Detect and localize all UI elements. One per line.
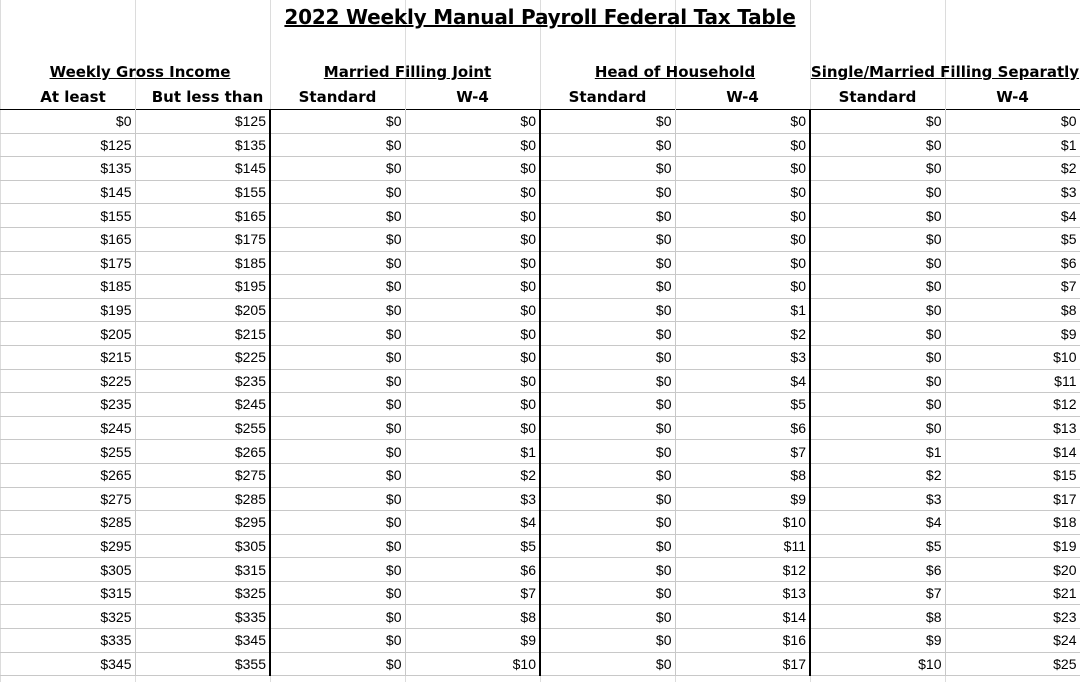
cell-at-least[interactable]: $185 — [0, 275, 135, 299]
cell-single-standard[interactable]: $0 — [810, 251, 945, 275]
cell-single-standard[interactable]: $0 — [810, 133, 945, 157]
cell-mfj-w4[interactable]: $0 — [405, 227, 540, 251]
cell-single-w4[interactable]: $12 — [945, 393, 1080, 417]
table-row — [0, 204, 1080, 228]
cell-single-w4[interactable]: $7 — [945, 275, 1080, 299]
cell-mfj-w4[interactable]: $9 — [405, 629, 540, 653]
cell-at-least[interactable]: $215 — [0, 345, 135, 369]
cell-mfj-standard[interactable]: $0 — [270, 345, 405, 369]
cell-single-standard[interactable]: $0 — [810, 416, 945, 440]
cell-single-standard[interactable]: $9 — [810, 629, 945, 653]
cell-mfj-standard[interactable]: $0 — [270, 511, 405, 535]
cell-but-less-than[interactable]: $315 — [135, 558, 270, 582]
cell-at-least[interactable]: $235 — [0, 393, 135, 417]
cell-at-least[interactable]: $285 — [0, 511, 135, 535]
cell-hoh-w4[interactable]: $11 — [675, 534, 810, 558]
cell-mfj-w4[interactable]: $3 — [405, 487, 540, 511]
cell-hoh-standard[interactable]: $0 — [540, 298, 675, 322]
cell-mfj-standard[interactable]: $0 — [270, 558, 405, 582]
cell-hoh-standard[interactable]: $0 — [540, 204, 675, 228]
cell-hoh-w4[interactable]: $10 — [675, 511, 810, 535]
cell-but-less-than[interactable]: $335 — [135, 605, 270, 629]
cell-hoh-standard[interactable]: $0 — [540, 345, 675, 369]
cell-hoh-w4[interactable]: $0 — [675, 275, 810, 299]
cell-at-least[interactable]: $315 — [0, 581, 135, 605]
cell-but-less-than[interactable]: $265 — [135, 440, 270, 464]
cell-mfj-standard[interactable]: $0 — [270, 393, 405, 417]
cell-hoh-standard[interactable]: $0 — [540, 558, 675, 582]
cell-but-less-than[interactable]: $175 — [135, 227, 270, 251]
cell-mfj-w4[interactable]: $2 — [405, 463, 540, 487]
cell-mfj-standard[interactable]: $0 — [270, 298, 405, 322]
cell-but-less-than[interactable]: $215 — [135, 322, 270, 346]
subheader-row — [0, 85, 1080, 109]
cell-at-least[interactable]: $0 — [0, 110, 135, 134]
header-single-standard: Standard — [838, 88, 917, 106]
group-weekly-gross-income: Weekly Gross Income — [49, 63, 231, 81]
cell-single-w4[interactable]: $0 — [945, 110, 1080, 134]
cell-single-standard[interactable]: $0 — [810, 110, 945, 134]
cell-hoh-standard[interactable]: $0 — [540, 440, 675, 464]
cell-but-less-than[interactable]: $155 — [135, 180, 270, 204]
cell-at-least[interactable]: $225 — [0, 369, 135, 393]
cell-at-least[interactable]: $145 — [0, 180, 135, 204]
cell-hoh-w4[interactable]: $8 — [675, 463, 810, 487]
table-row — [0, 251, 1080, 275]
cell-but-less-than[interactable]: $195 — [135, 275, 270, 299]
cell-hoh-standard[interactable]: $0 — [540, 605, 675, 629]
tax-table — [0, 109, 1080, 676]
cell-hoh-standard[interactable]: $0 — [540, 322, 675, 346]
cell-hoh-standard[interactable]: $0 — [540, 275, 675, 299]
cell-single-w4[interactable]: $14 — [945, 440, 1080, 464]
cell-single-w4[interactable]: $19 — [945, 534, 1080, 558]
cell-mfj-w4[interactable]: $0 — [405, 393, 540, 417]
cell-mfj-standard[interactable]: $0 — [270, 322, 405, 346]
cell-at-least[interactable]: $295 — [0, 534, 135, 558]
cell-mfj-standard[interactable]: $0 — [270, 227, 405, 251]
cell-single-w4[interactable]: $21 — [945, 581, 1080, 605]
cell-mfj-standard[interactable]: $0 — [270, 251, 405, 275]
cell-single-w4[interactable]: $1 — [945, 133, 1080, 157]
cell-single-standard[interactable]: $10 — [810, 652, 945, 676]
header-at-least: At least — [40, 88, 106, 106]
table-row — [0, 180, 1080, 204]
header-but-less-than: But less than — [151, 88, 264, 106]
group-header-row — [0, 60, 1080, 84]
cell-at-least[interactable]: $205 — [0, 322, 135, 346]
cell-single-standard[interactable]: $0 — [810, 345, 945, 369]
cell-mfj-w4[interactable]: $0 — [405, 180, 540, 204]
cell-but-less-than[interactable]: $275 — [135, 463, 270, 487]
cell-single-standard[interactable]: $4 — [810, 511, 945, 535]
table-row — [0, 133, 1080, 157]
cell-mfj-w4[interactable]: $4 — [405, 511, 540, 535]
cell-but-less-than[interactable]: $205 — [135, 298, 270, 322]
cell-mfj-w4[interactable]: $0 — [405, 369, 540, 393]
cell-mfj-w4[interactable]: $8 — [405, 605, 540, 629]
cell-single-standard[interactable]: $0 — [810, 393, 945, 417]
cell-but-less-than[interactable]: $285 — [135, 487, 270, 511]
cell-hoh-standard[interactable]: $0 — [540, 251, 675, 275]
cell-mfj-standard[interactable]: $0 — [270, 487, 405, 511]
cell-single-standard[interactable]: $2 — [810, 463, 945, 487]
cell-mfj-w4[interactable]: $0 — [405, 298, 540, 322]
table-row — [0, 275, 1080, 299]
header-mfj-w4: W-4 — [456, 88, 489, 106]
cell-single-w4[interactable]: $6 — [945, 251, 1080, 275]
cell-mfj-standard[interactable]: $0 — [270, 581, 405, 605]
cell-single-standard[interactable]: $0 — [810, 322, 945, 346]
cell-hoh-standard[interactable]: $0 — [540, 487, 675, 511]
table-row — [0, 629, 1080, 653]
cell-hoh-standard[interactable]: $0 — [540, 416, 675, 440]
cell-mfj-standard[interactable]: $0 — [270, 180, 405, 204]
cell-single-w4[interactable]: $4 — [945, 204, 1080, 228]
cell-single-w4[interactable]: $20 — [945, 558, 1080, 582]
table-row — [0, 345, 1080, 369]
cell-but-less-than[interactable]: $145 — [135, 157, 270, 181]
table-row — [0, 605, 1080, 629]
cell-single-standard[interactable]: $0 — [810, 204, 945, 228]
cell-mfj-standard[interactable]: $0 — [270, 629, 405, 653]
cell-hoh-w4[interactable]: $0 — [675, 110, 810, 134]
cell-hoh-standard[interactable]: $0 — [540, 393, 675, 417]
cell-mfj-standard[interactable]: $0 — [270, 157, 405, 181]
table-row — [0, 157, 1080, 181]
cell-single-w4[interactable]: $13 — [945, 416, 1080, 440]
cell-hoh-standard[interactable]: $0 — [540, 133, 675, 157]
header-single-w4: W-4 — [996, 88, 1029, 106]
cell-mfj-standard[interactable]: $0 — [270, 369, 405, 393]
cell-hoh-standard[interactable]: $0 — [540, 581, 675, 605]
cell-single-w4[interactable]: $15 — [945, 463, 1080, 487]
table-row — [0, 534, 1080, 558]
cell-hoh-standard[interactable]: $0 — [540, 110, 675, 134]
cell-but-less-than[interactable]: $185 — [135, 251, 270, 275]
cell-at-least[interactable]: $195 — [0, 298, 135, 322]
table-row — [0, 110, 1080, 134]
cell-hoh-w4[interactable]: $9 — [675, 487, 810, 511]
cell-mfj-w4[interactable]: $0 — [405, 416, 540, 440]
cell-hoh-w4[interactable]: $0 — [675, 157, 810, 181]
table-row — [0, 487, 1080, 511]
cell-hoh-standard[interactable]: $0 — [540, 157, 675, 181]
table-row — [0, 393, 1080, 417]
cell-single-w4[interactable]: $8 — [945, 298, 1080, 322]
cell-at-least[interactable]: $265 — [0, 463, 135, 487]
cell-mfj-standard[interactable]: $0 — [270, 463, 405, 487]
table-row — [0, 227, 1080, 251]
cell-single-w4[interactable]: $18 — [945, 511, 1080, 535]
cell-mfj-standard[interactable]: $0 — [270, 652, 405, 676]
cell-at-least[interactable]: $175 — [0, 251, 135, 275]
cell-single-standard[interactable]: $3 — [810, 487, 945, 511]
cell-but-less-than[interactable]: $325 — [135, 581, 270, 605]
cell-at-least[interactable]: $135 — [0, 157, 135, 181]
cell-single-w4[interactable]: $5 — [945, 227, 1080, 251]
cell-hoh-w4[interactable]: $0 — [675, 227, 810, 251]
cell-single-w4[interactable]: $24 — [945, 629, 1080, 653]
table-row — [0, 463, 1080, 487]
cell-hoh-w4[interactable]: $2 — [675, 322, 810, 346]
cell-mfj-standard[interactable]: $0 — [270, 110, 405, 134]
cell-single-standard[interactable]: $7 — [810, 581, 945, 605]
cell-single-w4[interactable]: $11 — [945, 369, 1080, 393]
cell-at-least[interactable]: $165 — [0, 227, 135, 251]
cell-hoh-standard[interactable]: $0 — [540, 534, 675, 558]
cell-mfj-w4[interactable]: $5 — [405, 534, 540, 558]
cell-single-standard[interactable]: $0 — [810, 227, 945, 251]
cell-hoh-w4[interactable]: $16 — [675, 629, 810, 653]
table-row — [0, 440, 1080, 464]
cell-at-least[interactable]: $275 — [0, 487, 135, 511]
table-row — [0, 558, 1080, 582]
cell-hoh-w4[interactable]: $1 — [675, 298, 810, 322]
cell-mfj-w4[interactable]: $6 — [405, 558, 540, 582]
cell-hoh-w4[interactable]: $17 — [675, 652, 810, 676]
cell-mfj-w4[interactable]: $1 — [405, 440, 540, 464]
cell-mfj-w4[interactable]: $0 — [405, 157, 540, 181]
cell-hoh-w4[interactable]: $6 — [675, 416, 810, 440]
table-row — [0, 581, 1080, 605]
cell-mfj-w4[interactable]: $7 — [405, 581, 540, 605]
cell-single-standard[interactable]: $6 — [810, 558, 945, 582]
cell-mfj-standard[interactable]: $0 — [270, 275, 405, 299]
cell-hoh-w4[interactable]: $5 — [675, 393, 810, 417]
cell-at-least[interactable]: $245 — [0, 416, 135, 440]
cell-single-standard[interactable]: $1 — [810, 440, 945, 464]
table-row — [0, 511, 1080, 535]
group-married-filling-joint: Married Filling Joint — [323, 63, 492, 81]
cell-mfj-w4[interactable]: $0 — [405, 110, 540, 134]
cell-mfj-standard[interactable]: $0 — [270, 204, 405, 228]
cell-hoh-w4[interactable]: $12 — [675, 558, 810, 582]
cell-but-less-than[interactable]: $135 — [135, 133, 270, 157]
cell-hoh-w4[interactable]: $0 — [675, 133, 810, 157]
cell-single-standard[interactable]: $0 — [810, 180, 945, 204]
cell-mfj-w4[interactable]: $0 — [405, 133, 540, 157]
cell-mfj-standard[interactable]: $0 — [270, 440, 405, 464]
cell-single-standard[interactable]: $8 — [810, 605, 945, 629]
cell-hoh-w4[interactable]: $3 — [675, 345, 810, 369]
cell-hoh-standard[interactable]: $0 — [540, 227, 675, 251]
cell-at-least[interactable]: $125 — [0, 133, 135, 157]
cell-mfj-standard[interactable]: $0 — [270, 605, 405, 629]
group-head-of-household: Head of Household — [594, 63, 756, 81]
cell-hoh-w4[interactable]: $4 — [675, 369, 810, 393]
cell-but-less-than[interactable]: $355 — [135, 652, 270, 676]
cell-mfj-w4[interactable]: $0 — [405, 251, 540, 275]
cell-but-less-than[interactable]: $225 — [135, 345, 270, 369]
cell-mfj-w4[interactable]: $0 — [405, 322, 540, 346]
cell-hoh-w4[interactable]: $0 — [675, 180, 810, 204]
cell-single-w4[interactable]: $10 — [945, 345, 1080, 369]
cell-at-least[interactable]: $155 — [0, 204, 135, 228]
cell-hoh-standard[interactable]: $0 — [540, 369, 675, 393]
cell-at-least[interactable]: $305 — [0, 558, 135, 582]
table-row — [0, 652, 1080, 676]
cell-single-w4[interactable]: $17 — [945, 487, 1080, 511]
cell-single-w4[interactable]: $9 — [945, 322, 1080, 346]
cell-mfj-w4[interactable]: $0 — [405, 345, 540, 369]
cell-mfj-standard[interactable]: $0 — [270, 534, 405, 558]
cell-but-less-than[interactable]: $255 — [135, 416, 270, 440]
table-row — [0, 416, 1080, 440]
cell-single-w4[interactable]: $23 — [945, 605, 1080, 629]
cell-mfj-w4[interactable]: $0 — [405, 204, 540, 228]
cell-single-standard[interactable]: $0 — [810, 298, 945, 322]
cell-mfj-w4[interactable]: $0 — [405, 275, 540, 299]
cell-single-w4[interactable]: $2 — [945, 157, 1080, 181]
cell-but-less-than[interactable]: $345 — [135, 629, 270, 653]
cell-mfj-w4[interactable]: $10 — [405, 652, 540, 676]
cell-hoh-standard[interactable]: $0 — [540, 652, 675, 676]
table-row — [0, 369, 1080, 393]
cell-but-less-than[interactable]: $165 — [135, 204, 270, 228]
table-row — [0, 322, 1080, 346]
cell-hoh-w4[interactable]: $0 — [675, 251, 810, 275]
cell-but-less-than[interactable]: $305 — [135, 534, 270, 558]
header-hoh-w4: W-4 — [726, 88, 759, 106]
cell-but-less-than[interactable]: $295 — [135, 511, 270, 535]
cell-at-least[interactable]: $345 — [0, 652, 135, 676]
cell-but-less-than[interactable]: $125 — [135, 110, 270, 134]
page-title: 2022 Weekly Manual Payroll Federal Tax Table — [284, 5, 796, 29]
cell-hoh-w4[interactable]: $14 — [675, 605, 810, 629]
cell-hoh-w4[interactable]: $7 — [675, 440, 810, 464]
cell-single-w4[interactable]: $3 — [945, 180, 1080, 204]
header-hoh-standard: Standard — [568, 88, 647, 106]
cell-but-less-than[interactable]: $245 — [135, 393, 270, 417]
cell-hoh-w4[interactable]: $13 — [675, 581, 810, 605]
cell-mfj-standard[interactable]: $0 — [270, 416, 405, 440]
cell-hoh-standard[interactable]: $0 — [540, 463, 675, 487]
cell-single-standard[interactable]: $0 — [810, 369, 945, 393]
cell-hoh-standard[interactable]: $0 — [540, 511, 675, 535]
cell-but-less-than[interactable]: $235 — [135, 369, 270, 393]
cell-hoh-standard[interactable]: $0 — [540, 180, 675, 204]
group-single-married-filling-separately: Single/Married Filling Separatly — [810, 63, 1080, 81]
header-mfj-standard: Standard — [298, 88, 377, 106]
table-row — [0, 298, 1080, 322]
cell-hoh-w4[interactable]: $0 — [675, 204, 810, 228]
cell-single-w4[interactable]: $25 — [945, 652, 1080, 676]
cell-single-standard[interactable]: $5 — [810, 534, 945, 558]
cell-single-standard[interactable]: $0 — [810, 275, 945, 299]
cell-single-standard[interactable]: $0 — [810, 157, 945, 181]
cell-mfj-standard[interactable]: $0 — [270, 133, 405, 157]
cell-at-least[interactable]: $255 — [0, 440, 135, 464]
cell-at-least[interactable]: $335 — [0, 629, 135, 653]
cell-at-least[interactable]: $325 — [0, 605, 135, 629]
cell-hoh-standard[interactable]: $0 — [540, 629, 675, 653]
